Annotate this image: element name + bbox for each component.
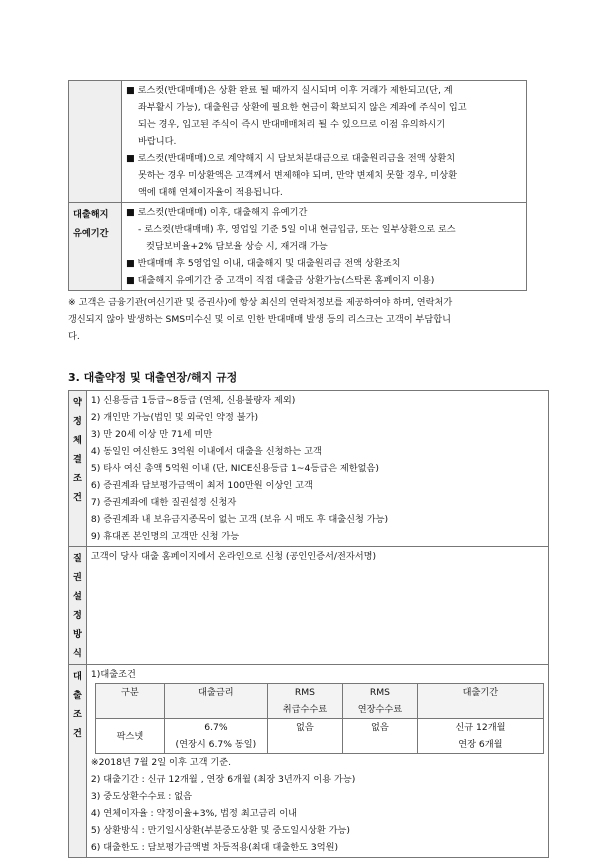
text-line: 컷담보비율+2% 담보율 상승 시, 재거래 가능: [146, 241, 328, 252]
table-row: [69, 547, 549, 665]
header-cell: [95, 684, 164, 719]
loan-terms-table: [68, 390, 549, 858]
text-line: 못하는 경우 미상환액은 고객께서 변제해야 되며, 만약 변제치 못할 경우, 미상환: [138, 170, 458, 181]
list-item: ※2018년 7월 2일 이후 고객 기준.: [90, 757, 232, 768]
cell-line: 연장수수료: [357, 704, 403, 715]
label-line: 질권설정: [73, 553, 82, 621]
cell-line: 6.7%: [204, 722, 228, 733]
list-item: 3) 만 20세 이상 만 71세 미만: [90, 429, 213, 440]
header-cell: [164, 684, 267, 719]
subsection-title: 1)대출조건: [90, 669, 136, 680]
table-cell: [164, 719, 267, 754]
table-header-row: [95, 684, 543, 719]
document-page: [68, 80, 527, 858]
text-line: ■ 로스컷(반대매매)은 상환 완료 될 때까지 실시되며 이후 거래가 제한되고(단, 계: [126, 85, 453, 96]
cell-line: 대출금리: [198, 687, 234, 698]
row-label-contract-conditions: [69, 391, 87, 547]
label-line: 약정체결: [73, 397, 82, 465]
pledge-method-text: [86, 547, 548, 665]
loss-cut-table: [68, 80, 527, 291]
row-label-loan-conditions: 대출조건: [69, 665, 87, 858]
table-row: [95, 719, 543, 754]
grace-period-description: [122, 203, 527, 291]
list-item: 1) 신용등급 1등급~8등급 (연체, 신용불량자 제외): [90, 395, 296, 406]
header-cell: [342, 684, 417, 719]
text-line: 바랍니다.: [138, 136, 177, 147]
table-row: [69, 203, 527, 291]
section-heading: 3. 대출약정 및 대출연장/해지 규정: [68, 371, 238, 384]
text-line: 갱신되지 않아 발생하는 SMS미수신 및 이로 인한 반대매매 발생 등의 리스크는 고객이 부담합니: [68, 314, 452, 325]
text-line: 액에 대해 연체이자율이 적용됩니다.: [138, 187, 283, 198]
row-label-empty: [69, 81, 122, 203]
text-line: 다.: [68, 331, 80, 342]
table-cell: [342, 719, 417, 754]
label-line: 조건: [73, 473, 82, 503]
list-item: 6) 대출한도 : 담보평가금액별 차등적용(최대 대출한도 3억원): [90, 842, 339, 853]
table-cell: [267, 719, 342, 754]
text-line: 되는 경우, 입고된 주식이 즉시 반대매매처리 될 수 있으므로 이점 유의하시기: [138, 119, 446, 130]
cell-line: RMS: [369, 687, 390, 698]
text-line: ■ 로스컷(반대매매) 이후, 대출해지 유예기간: [126, 207, 308, 218]
list-item: 3) 중도상환수수료 : 없음: [90, 791, 193, 802]
row-label-grace-period: [69, 203, 122, 291]
table-cell: [95, 719, 164, 754]
header-cell: [267, 684, 342, 719]
list-item: 5) 상환방식 : 만기일시상환(부분중도상환 및 중도일시상환 가능): [90, 825, 350, 836]
header-cell: [417, 684, 543, 719]
loss-cut-description: [122, 81, 527, 203]
label-line: 방식: [73, 629, 82, 659]
row-label-pledge-method: [69, 547, 87, 665]
table-row: [69, 391, 549, 547]
loan-conditions-cell: [86, 665, 548, 858]
list-item: 4) 동일인 여신한도 3억원 이내에서 대출을 신청하는 고객: [90, 446, 322, 457]
cell-line: 구분: [121, 687, 139, 698]
customer-notice: [68, 294, 527, 345]
list-item: 2) 개인만 가능(법인 및 외국인 약정 불가): [90, 412, 259, 423]
text-line: 고객이 당사 대출 홈페이지에서 온라인으로 신청 (공인인증서/전자서명): [90, 551, 377, 562]
list-item: 7) 증권계좌에 대한 질권설정 신청자: [90, 497, 237, 508]
list-item: 4) 연체이자율 : 약정이율+3%, 법정 최고금리 이내: [90, 808, 298, 819]
text-line: ■ 로스컷(반대매매)으로 계약해지 시 담보처분대금으로 대출원리금을 전액 상환치: [126, 153, 456, 164]
cell-line: 없음: [296, 722, 314, 733]
text-line: ※ 고객은 금융기관(여신기관 및 증권사)에 항상 최신의 연락처정보를 제공하여야 하며, 연락처가: [68, 297, 453, 308]
text-line: - 로스컷(반대매매) 후, 영업일 기준 5일 이내 현금입금, 또는 일부상환으로 로스: [138, 224, 456, 235]
contract-conditions-list: [86, 391, 548, 547]
table-row: [69, 81, 527, 203]
text-line: ■ 반대매매 후 5영업일 이내, 대출해지 및 대출원리금 전액 상환조치: [126, 258, 401, 269]
cell-line: (연장시 6.7% 동일): [175, 739, 257, 750]
table-row: [69, 665, 549, 858]
cell-line: 없음: [371, 722, 389, 733]
cell-line: 연장 6개월: [458, 739, 503, 750]
cell-line: RMS: [294, 687, 315, 698]
list-item: 5) 타사 여신 총액 5억원 이내 (단, NICE신용등급 1~4등급은 제한없음): [90, 463, 379, 474]
cell-line: 팍스넷: [116, 730, 144, 742]
label-line: 대출해지: [73, 209, 109, 220]
text-line: ■ 대출해지 유예기간 중 고객이 직접 대출금 상환가능(스탁론 홈페이지 이용): [126, 275, 435, 286]
list-item: 2) 대출기간 : 신규 12개월 , 연장 6개월 (최장 3년까지 이용 가능): [90, 774, 356, 785]
cell-line: 취급수수료: [282, 704, 328, 715]
text-line: 좌부활시 가능), 대출원금 상환에 필요한 현금이 확보되지 않은 계좌에 주식이 입고: [138, 102, 467, 113]
table-cell: [417, 719, 543, 754]
list-item: 8) 증권계좌 내 보유금지종목이 없는 고객 (보유 시 매도 후 대출신청 가능): [90, 514, 389, 525]
label-line: 유예기간: [73, 228, 109, 239]
list-item: 9) 휴대폰 본인명의 고객만 신청 가능: [90, 531, 240, 542]
list-item: 6) 증권계좌 담보평가금액이 최저 100만원 이상인 고객: [90, 480, 313, 491]
cell-line: 대출기간: [462, 687, 499, 698]
loan-rate-table: [95, 683, 544, 754]
cell-line: 신규 12개월: [455, 722, 506, 733]
